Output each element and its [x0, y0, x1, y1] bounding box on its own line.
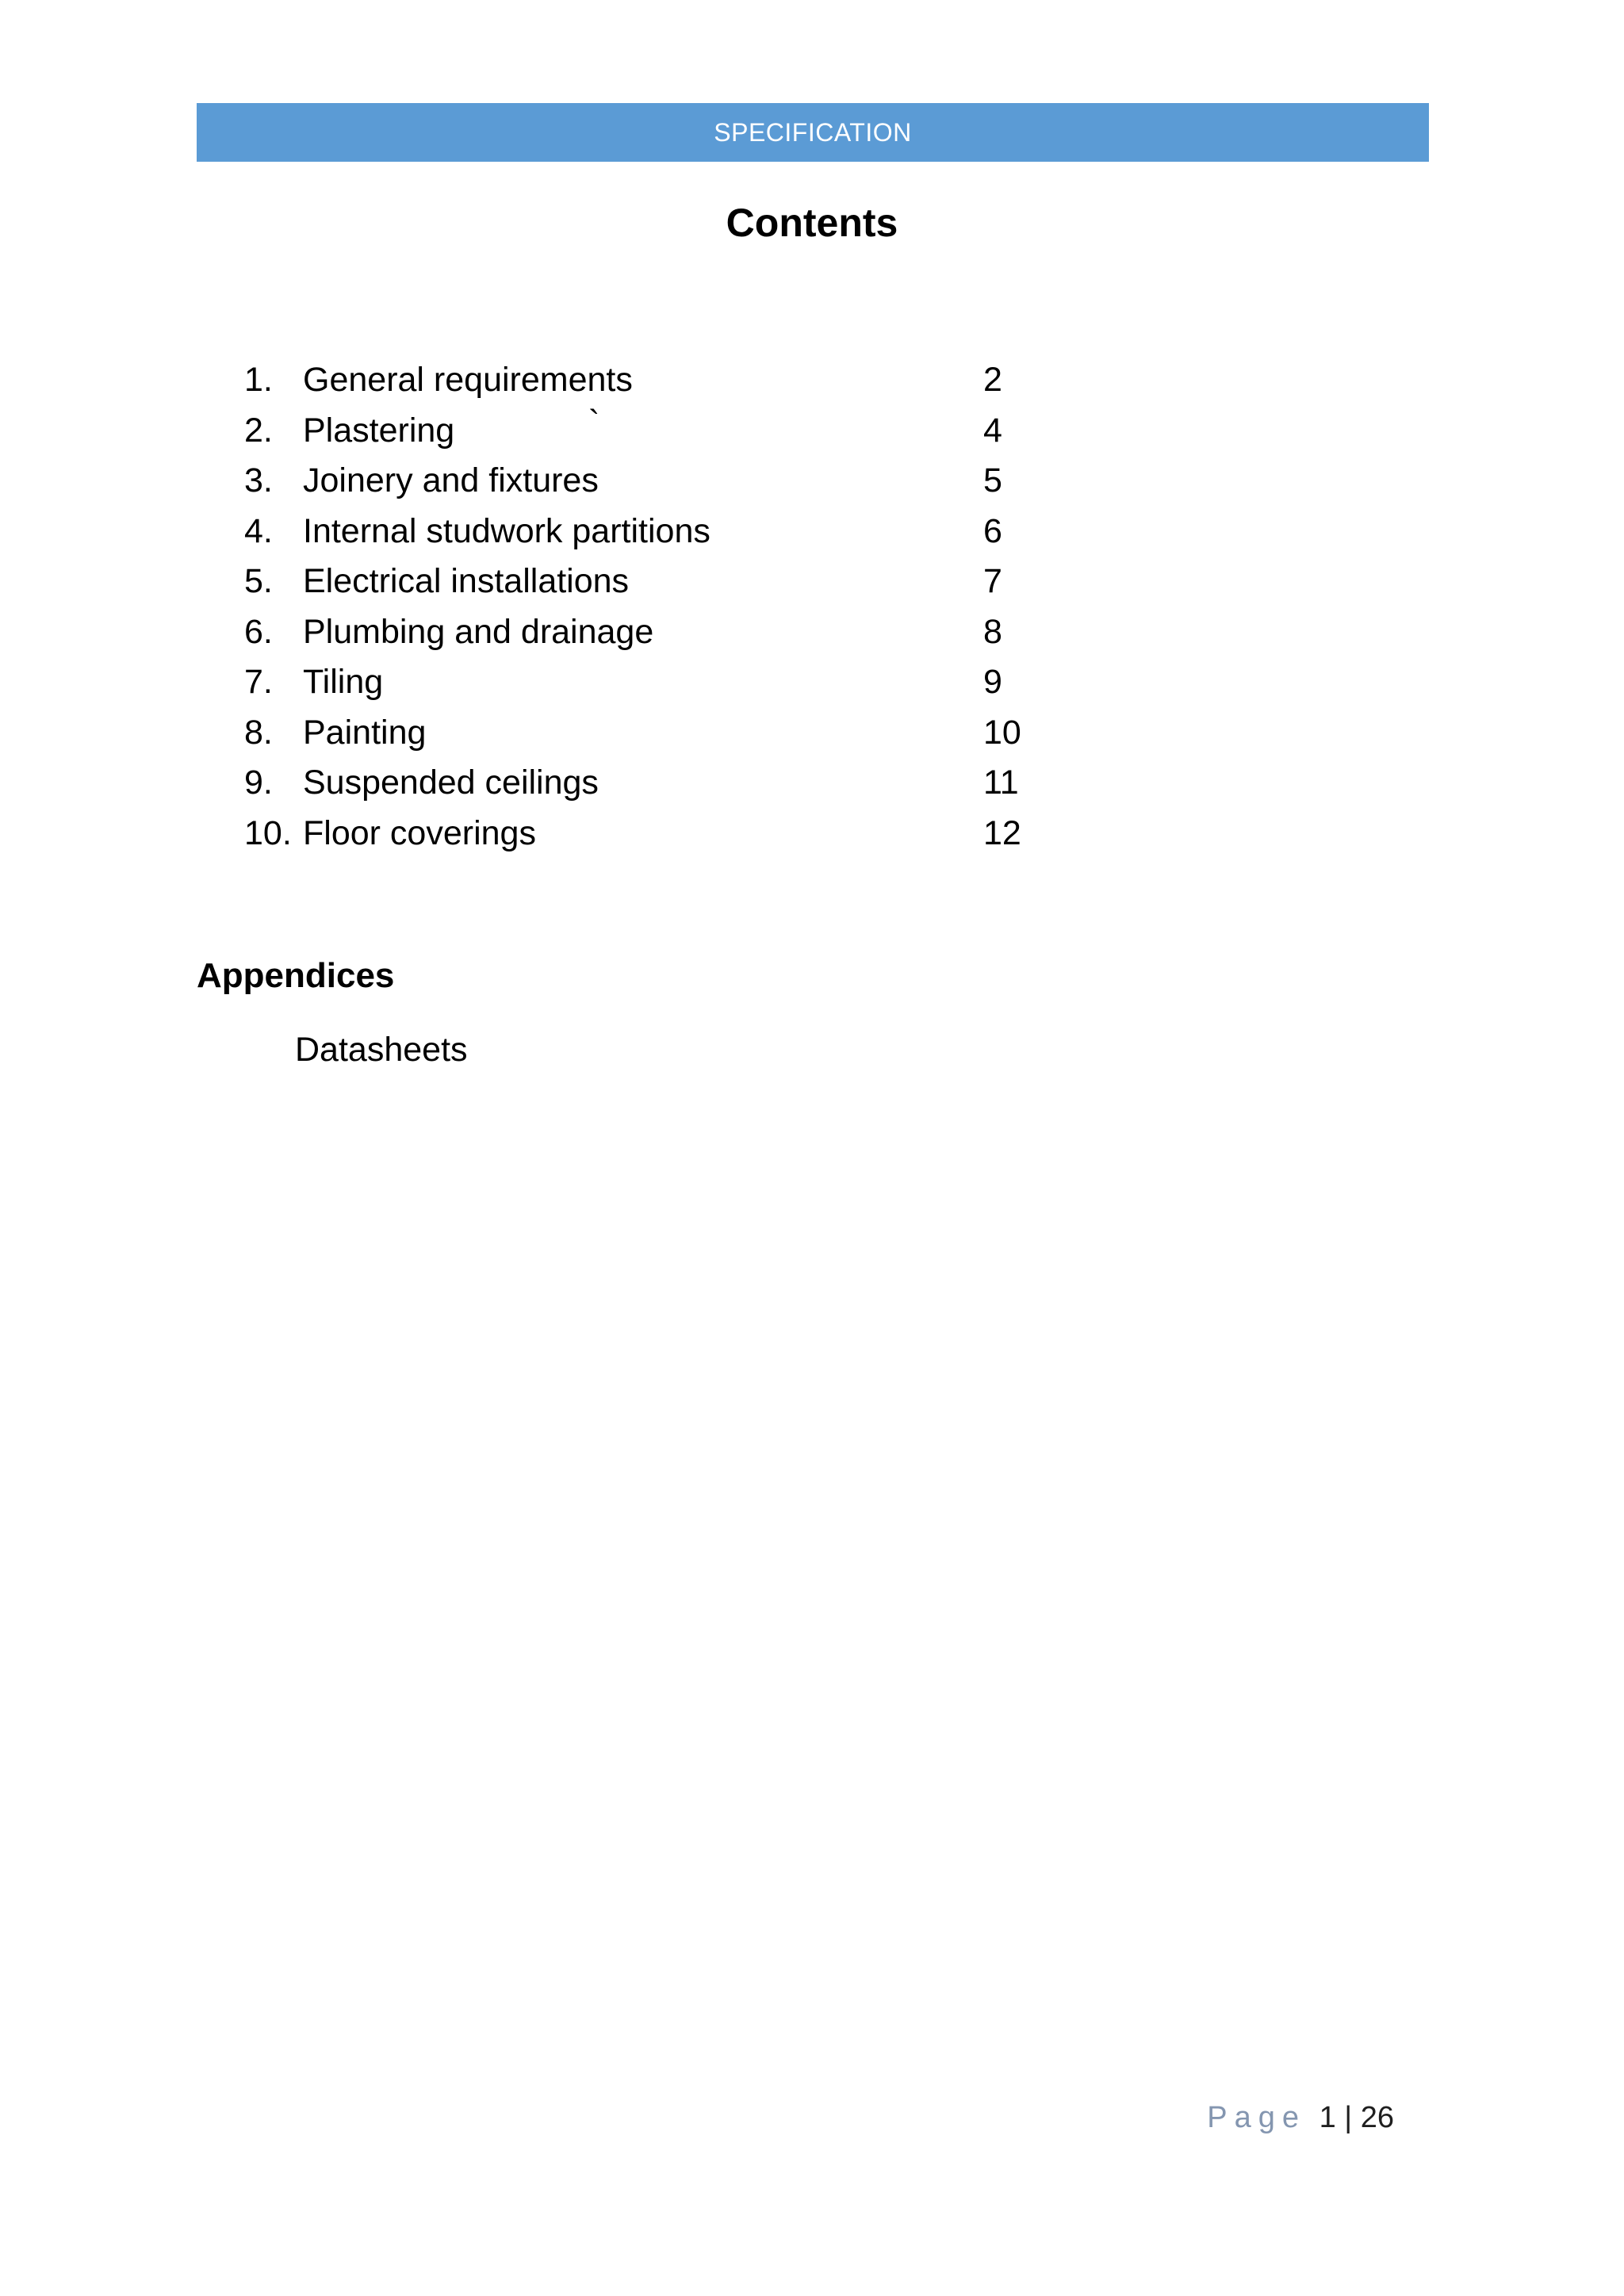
toc-item-label: Internal studwork partitions: [303, 511, 710, 550]
current-page-number: 1: [1319, 2101, 1336, 2134]
toc-item-label: Painting: [303, 713, 427, 752]
toc-item-label: Electrical installations: [303, 562, 630, 601]
toc-item: [244, 507, 1116, 557]
toc-item: [244, 456, 1116, 507]
toc-item-label: Tiling: [303, 663, 384, 702]
toc-item: [244, 557, 1116, 607]
toc-item-label: Joinery and fixtures: [303, 461, 599, 500]
toc-item-number: 9.: [244, 763, 273, 802]
toc-item-page: 7: [983, 562, 1002, 601]
toc-item-label: General requirements: [303, 361, 633, 400]
toc-item-number: 10.: [244, 813, 292, 852]
toc-item-page: 9: [983, 663, 1002, 702]
table-of-contents: [244, 355, 1116, 859]
appendices-heading: Appendices: [197, 956, 395, 995]
page-word: Page: [1207, 2101, 1307, 2134]
toc-item-number: 2.: [244, 411, 273, 450]
appendix-item-datasheets: Datasheets: [295, 1031, 468, 1069]
toc-item-label-wrap: [303, 403, 983, 450]
toc-item-label: Suspended ceilings: [303, 763, 599, 802]
toc-item: [244, 708, 1116, 759]
toc-item-number: 4.: [244, 511, 273, 550]
page-footer: [1207, 2101, 1394, 2135]
toc-item-page: 12: [983, 813, 1021, 852]
toc-item-label: Plumbing and drainage: [303, 612, 654, 651]
header-band-text: SPECIFICATION: [714, 117, 912, 147]
toc-item: [244, 657, 1116, 708]
toc-item-label: Plastering: [303, 411, 455, 450]
toc-item: [244, 758, 1116, 809]
toc-item-number: 8.: [244, 713, 273, 752]
toc-item-number: 5.: [244, 562, 273, 601]
page-title: Contents: [726, 201, 898, 245]
toc-item-number: 6.: [244, 612, 273, 651]
toc-item-page: 5: [983, 461, 1002, 500]
toc-item: [244, 607, 1116, 658]
toc-item-page: 4: [983, 411, 1002, 450]
total-pages: 26: [1360, 2101, 1394, 2134]
toc-item-page: 10: [983, 713, 1021, 752]
toc-item-page: 11: [983, 763, 1019, 802]
toc-item-number: 3.: [244, 461, 273, 500]
toc-item-page: 2: [983, 361, 1002, 400]
toc-item-label: Floor coverings: [303, 813, 536, 852]
toc-item: [244, 355, 1116, 406]
toc-item: [244, 403, 1116, 457]
page-separator: |: [1344, 2101, 1353, 2134]
header-band: [197, 103, 1429, 162]
toc-item-page: 6: [983, 511, 1002, 550]
toc-item-number: 1.: [244, 361, 273, 400]
toc-item: [244, 809, 1116, 859]
toc-item-page: 8: [983, 612, 1002, 651]
toc-item-number: 7.: [244, 663, 273, 702]
stray-backtick-mark: `: [588, 403, 600, 442]
